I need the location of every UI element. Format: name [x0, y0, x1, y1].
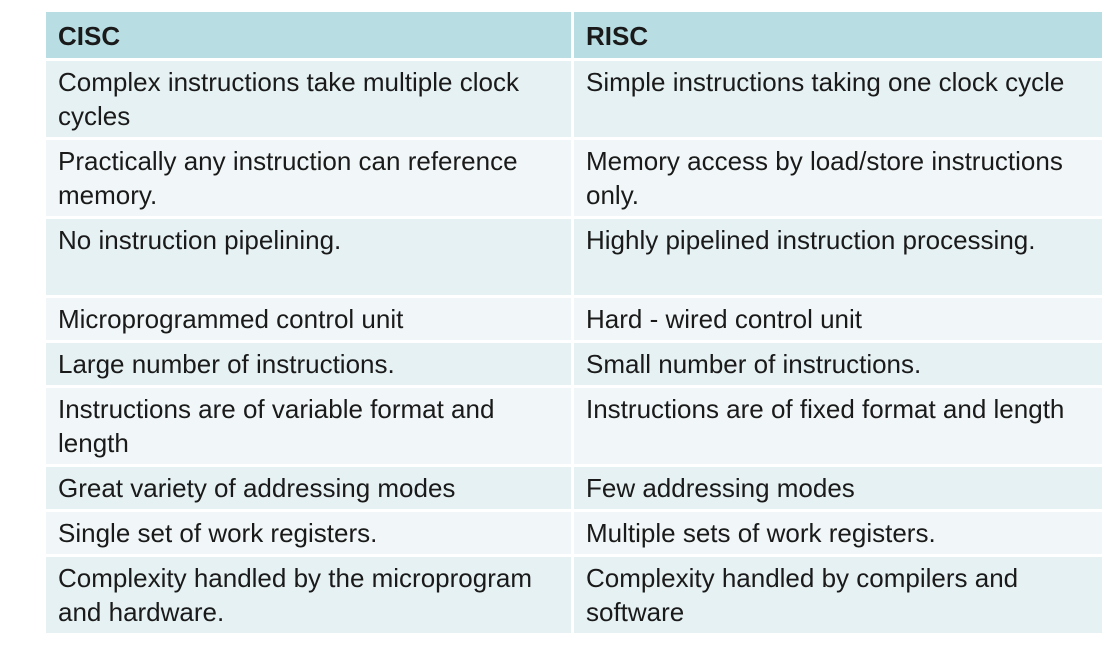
table-header-row: [46, 12, 1102, 61]
cisc-risc-comparison-table: [46, 12, 1102, 636]
risc-cell: Simple instructions taking one clock cycle: [574, 61, 1102, 140]
cisc-cell: Practically any instruction can reference memory.: [46, 140, 574, 219]
cisc-cell: No instruction pipelining.: [46, 219, 574, 298]
table-row: [46, 512, 1102, 557]
cisc-cell: Great variety of addressing modes: [46, 467, 574, 512]
cisc-cell: Microprogrammed control unit: [46, 298, 574, 343]
table-row: [46, 61, 1102, 140]
risc-cell: Instructions are of fixed format and length: [574, 388, 1102, 467]
risc-cell: Hard - wired control unit: [574, 298, 1102, 343]
risc-cell: Memory access by load/store instructions only.: [574, 140, 1102, 219]
cisc-cell: Large number of instructions.: [46, 343, 574, 388]
table-row: [46, 388, 1102, 467]
table-row: [46, 298, 1102, 343]
risc-cell: Multiple sets of work registers.: [574, 512, 1102, 557]
table-row: [46, 219, 1102, 298]
risc-cell: Few addressing modes: [574, 467, 1102, 512]
cisc-cell: Complex instructions take multiple clock cycles: [46, 61, 574, 140]
header-risc: RISC: [574, 12, 1102, 61]
table-row: [46, 343, 1102, 388]
table-row: [46, 557, 1102, 636]
risc-cell: Highly pipelined instruction processing.: [574, 219, 1102, 298]
table-row: [46, 140, 1102, 219]
header-cisc: CISC: [46, 12, 574, 61]
risc-cell: Complexity handled by compilers and software: [574, 557, 1102, 636]
cisc-cell: Single set of work registers.: [46, 512, 574, 557]
table-row: [46, 467, 1102, 512]
cisc-cell: Complexity handled by the microprogram and hardware.: [46, 557, 574, 636]
cisc-cell: Instructions are of variable format and length: [46, 388, 574, 467]
risc-cell: Small number of instructions.: [574, 343, 1102, 388]
